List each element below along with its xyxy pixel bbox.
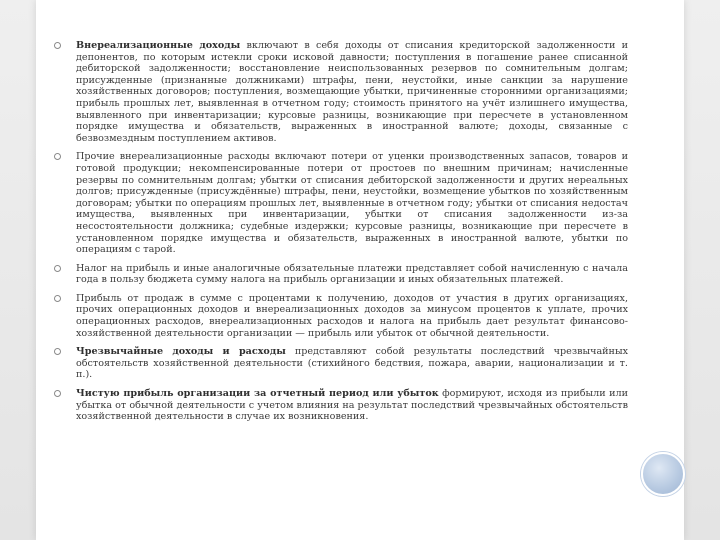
term-bold: Чистую прибыль организации за отчетный период или убыток — [76, 388, 439, 400]
term-bold: Чрезвычайные доходы и расходы — [76, 346, 286, 358]
list-item-extraordinary — [54, 346, 628, 381]
bullet-list — [54, 40, 628, 430]
circle-bullet-icon — [54, 265, 61, 272]
list-item-text — [76, 151, 628, 255]
circle-bullet-icon — [54, 42, 61, 49]
term-bold: Внереализационные доходы — [76, 40, 241, 51]
list-item-text — [76, 263, 628, 286]
circle-bullet-icon — [54, 390, 61, 397]
list-item-text — [76, 346, 628, 381]
term-description: формируют, исходя из прибыли или убытка от обычной деятельности с учетом влияния на результат последствий чрезвычайных обстоятельств хозяйственной деятельности в случае их возникновения. — [76, 388, 628, 423]
term-description: Прочие внереализационные расходы включают потери от уценки производственных запасов, товаров и готовой продукции; некомпенсированные потери от простоев по внешним причинам; начисленные резервы по сомнительным долгам; убытки от списания дебиторской задолженности и других нереальных долгов; присужденные (присуждённые) штрафы, пени, неустойки, возмещение убытков по хозяйственным договорам; убытки по операциям прошлых лет, выявленные в отчетном году; убытки от списания недостач имущества, выявленных при инвентаризации, убытки от списания задолженности из-за несостоятельности должника; судебные издержки; курсовые разницы, возникающие при пересчете в установленном порядке имущества и обязательств, выраженных в иностранной валюте, убытки по операциям с тарой. — [76, 151, 628, 256]
circle-bullet-icon — [54, 153, 61, 160]
circle-bullet-icon — [54, 348, 61, 355]
list-item-nonoperating-income — [54, 40, 628, 144]
list-item-profit-tax — [54, 263, 628, 286]
decorative-circle-icon — [641, 452, 685, 496]
circle-bullet-icon — [54, 295, 61, 302]
term-description: Налог на прибыль и иные аналогичные обязательные платежи представляет собой начисленную с начала года в пользу бюджета сумму налога на прибыль организации и иных обязательных платежей. — [76, 262, 628, 286]
term-description: включают в себя доходы от списания кредиторской задолженности и депонентов, по которым истекли сроки исковой давности; поступления в погашение ранее списанной дебиторской задолженности; восстановление неиспользованных резервов по сомнительным долгам; присужденные (признанные должниками) штрафы, пени, неустойки, иные санкции за нарушение хозяйственных договоров; поступления, возмещающие убытки, причиненные сторонними организациями; прибыль прошлых лет, выявленная в отчетном году; стоимость принятого на учёт излишнего имущества, выявленного при инвентаризации; курсовые разницы, возникающие при пересчете в установленном порядке имущества и обязательств, выраженных в иностранной валюте; доходы, связанные с безвозмездным поступлением активов. — [76, 40, 628, 144]
list-item-text — [76, 388, 628, 423]
list-item-ordinary-activity-profit — [54, 293, 628, 339]
list-item-nonoperating-expenses — [54, 151, 628, 255]
term-description: Прибыль от продаж в сумме с процентами к получению, доходов от участия в других организациях, прочих операционных доходов и внереализационных доходов за минусом процентов к уплате, прочих операционных расходов, внереализационных расходов и налога на прибыль дает результат финансово-хозяйственной деятельности организации — прибыль или убыток от обычной деятельности. — [76, 292, 628, 339]
list-item-text — [76, 40, 628, 144]
term-description: представляют собой результаты последствий чрезвычайных обстоятельств хозяйственной деятельности (стихийного бедствия, пожара, аварии, национализации и т. п.). — [76, 346, 628, 381]
list-item-text — [76, 293, 628, 339]
list-item-net-profit — [54, 388, 628, 423]
